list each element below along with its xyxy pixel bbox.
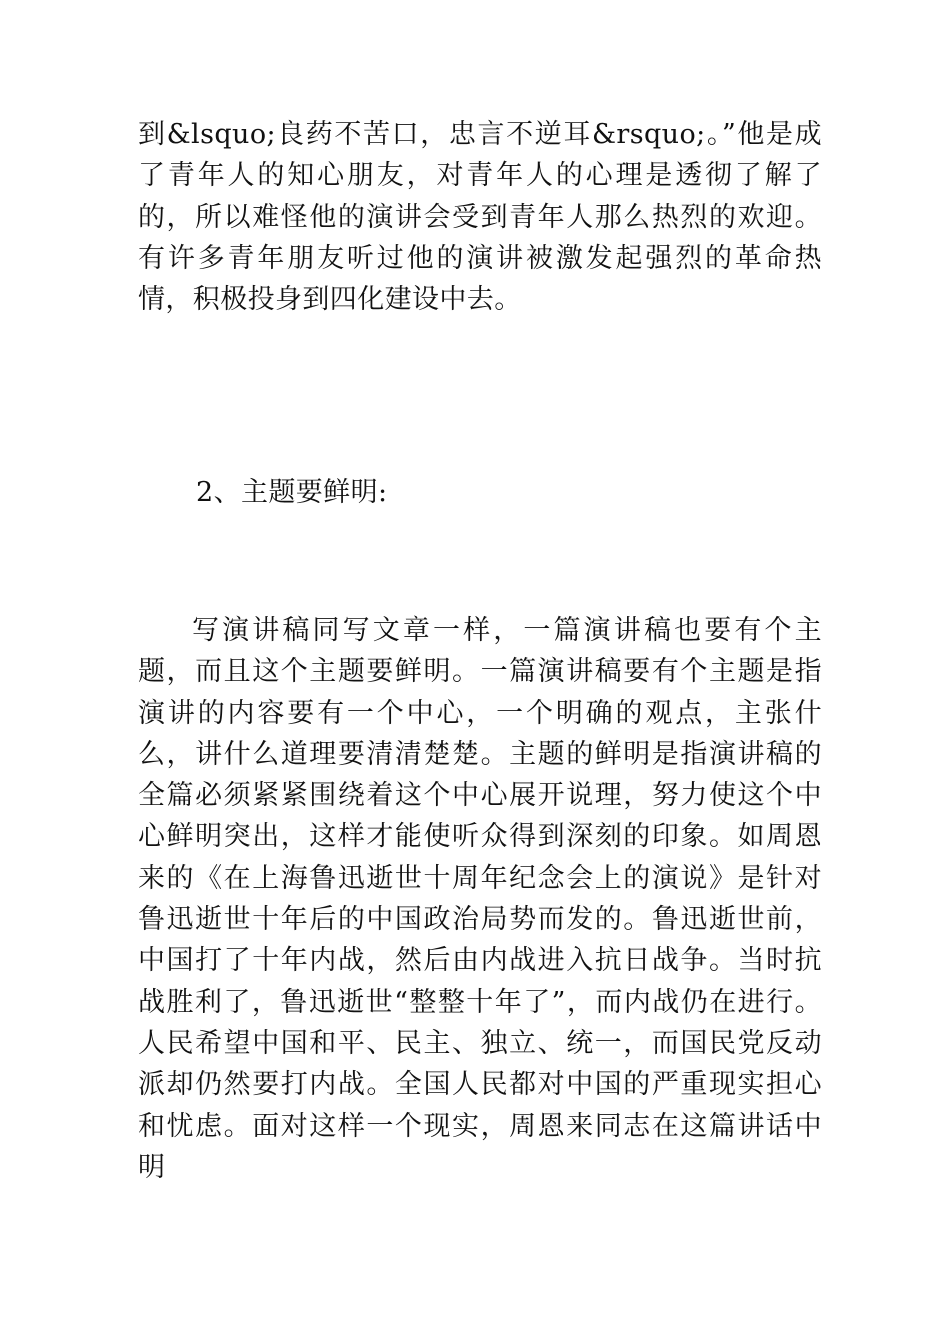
section-heading-theme: 2、主题要鲜明: — [196, 477, 388, 508]
paragraph-continuation: 到&lsquo;良药不苦口，忠言不逆耳&rsquo;。”他是成了青年人的知心朋友，对青年人的心理是透彻了解了的，所以难怪他的演讲会受到青年人那么热烈的欢迎。有许多青年朋友听过他的演讲被激发起强烈的革命热情，积极投身到四化建设中去。 — [138, 119, 822, 316]
paragraph-theme-body: 写演讲稿同写文章一样，一篇演讲稿也要有个主题，而且这个主题要鲜明。一篇演讲稿要有个主题是指演讲的内容要有一个中心，一个明确的观点，主张什么，讲什么道理要清清楚楚。主题的鲜明是指演讲稿的全篇必须紧紧围绕着这个中心展开说理，努力使这个中心鲜明突出，这样才能使听众得到深刻的印象。如周恩来的《在上海鲁迅逝世十周年纪念会上的演说》是针对鲁迅逝世十年后的中国政治局势而发的。鲁迅逝世前，中国打了十年内战，然后由内战进入抗日战争。当时抗战胜利了，鲁迅逝世“整整十年了”，而内战仍在进行。人民希望中国和平、民主、独立、统一，而国民党反动派却仍然要打内战。全国人民都对中国的严重现实担心和忧虑。面对这样一个现实，周恩来同志在这篇讲话中明 — [138, 615, 822, 1183]
